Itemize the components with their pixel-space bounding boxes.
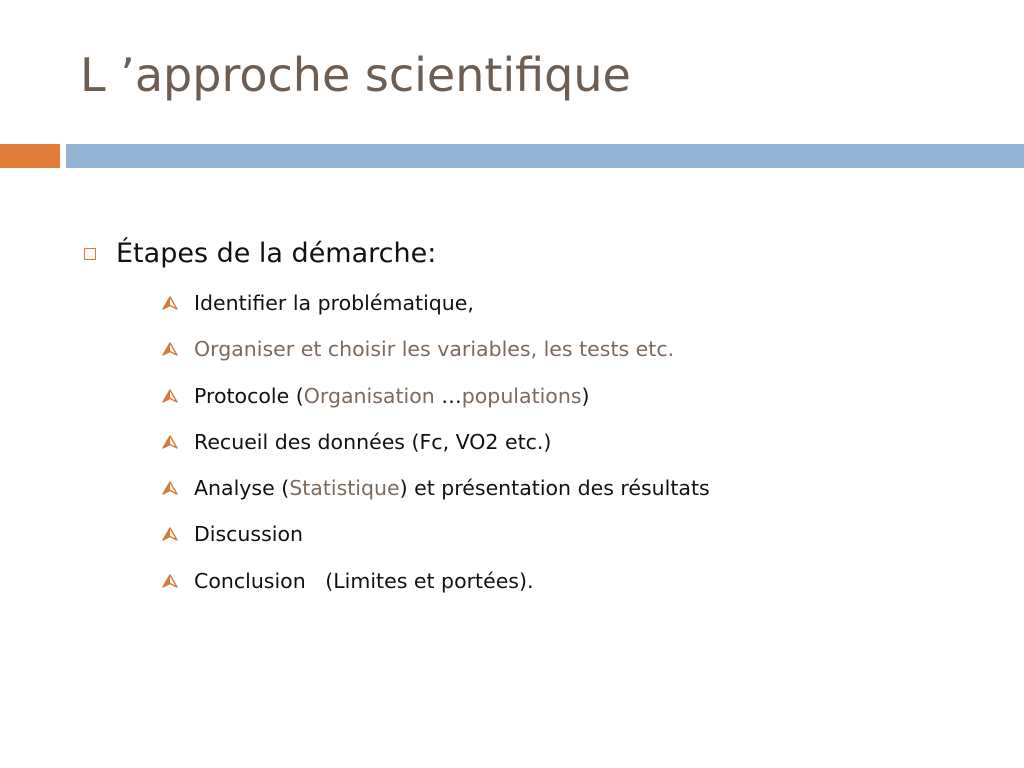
list-item-text bbox=[194, 476, 710, 500]
list-item bbox=[162, 337, 710, 383]
list-item-text: Recueil des données (Fc, VO2 etc.) bbox=[194, 429, 552, 454]
arrowhead-bullet-icon bbox=[162, 296, 178, 310]
text-fragment: Protocole ( bbox=[194, 383, 304, 408]
list-item bbox=[162, 430, 710, 476]
text-fragment-accent: Statistique bbox=[289, 476, 400, 501]
title-rule-bar bbox=[66, 144, 1024, 168]
arrowhead-bullet-icon bbox=[162, 574, 178, 588]
text-fragment-accent: Organisation bbox=[303, 383, 442, 408]
arrowhead-bullet-icon bbox=[162, 481, 178, 495]
arrowhead-bullet-icon bbox=[162, 389, 178, 403]
list-item bbox=[162, 291, 710, 337]
slide-title: L ’approche scientifique bbox=[80, 48, 631, 102]
list-item-text bbox=[194, 384, 590, 408]
square-bullet-icon bbox=[84, 248, 96, 260]
arrowhead-bullet-icon bbox=[162, 527, 178, 541]
arrowhead-bullet-icon bbox=[162, 342, 178, 356]
list-item bbox=[162, 569, 710, 615]
section-heading-text: Étapes de la démarche: bbox=[116, 238, 437, 269]
arrowhead-bullet-icon bbox=[162, 435, 178, 449]
steps-list bbox=[162, 291, 710, 615]
text-fragment: ) bbox=[581, 383, 590, 408]
section-heading bbox=[84, 238, 436, 269]
list-item-text: Discussion bbox=[194, 522, 304, 547]
title-accent-bar bbox=[0, 144, 60, 168]
list-item bbox=[162, 384, 710, 430]
list-item-text: Identifier la problématique, bbox=[194, 291, 474, 315]
text-fragment: Analyse ( bbox=[194, 476, 290, 501]
text-fragment: … bbox=[441, 383, 462, 408]
list-item-text: Organiser et choisir les variables, les tests etc. bbox=[194, 337, 675, 362]
list-item bbox=[162, 476, 710, 522]
text-fragment: ) et présentation des résultats bbox=[399, 476, 710, 501]
text-fragment-accent: populations bbox=[461, 383, 582, 408]
list-item bbox=[162, 522, 710, 568]
list-item-text: Conclusion (Limites et portées). bbox=[194, 568, 534, 593]
